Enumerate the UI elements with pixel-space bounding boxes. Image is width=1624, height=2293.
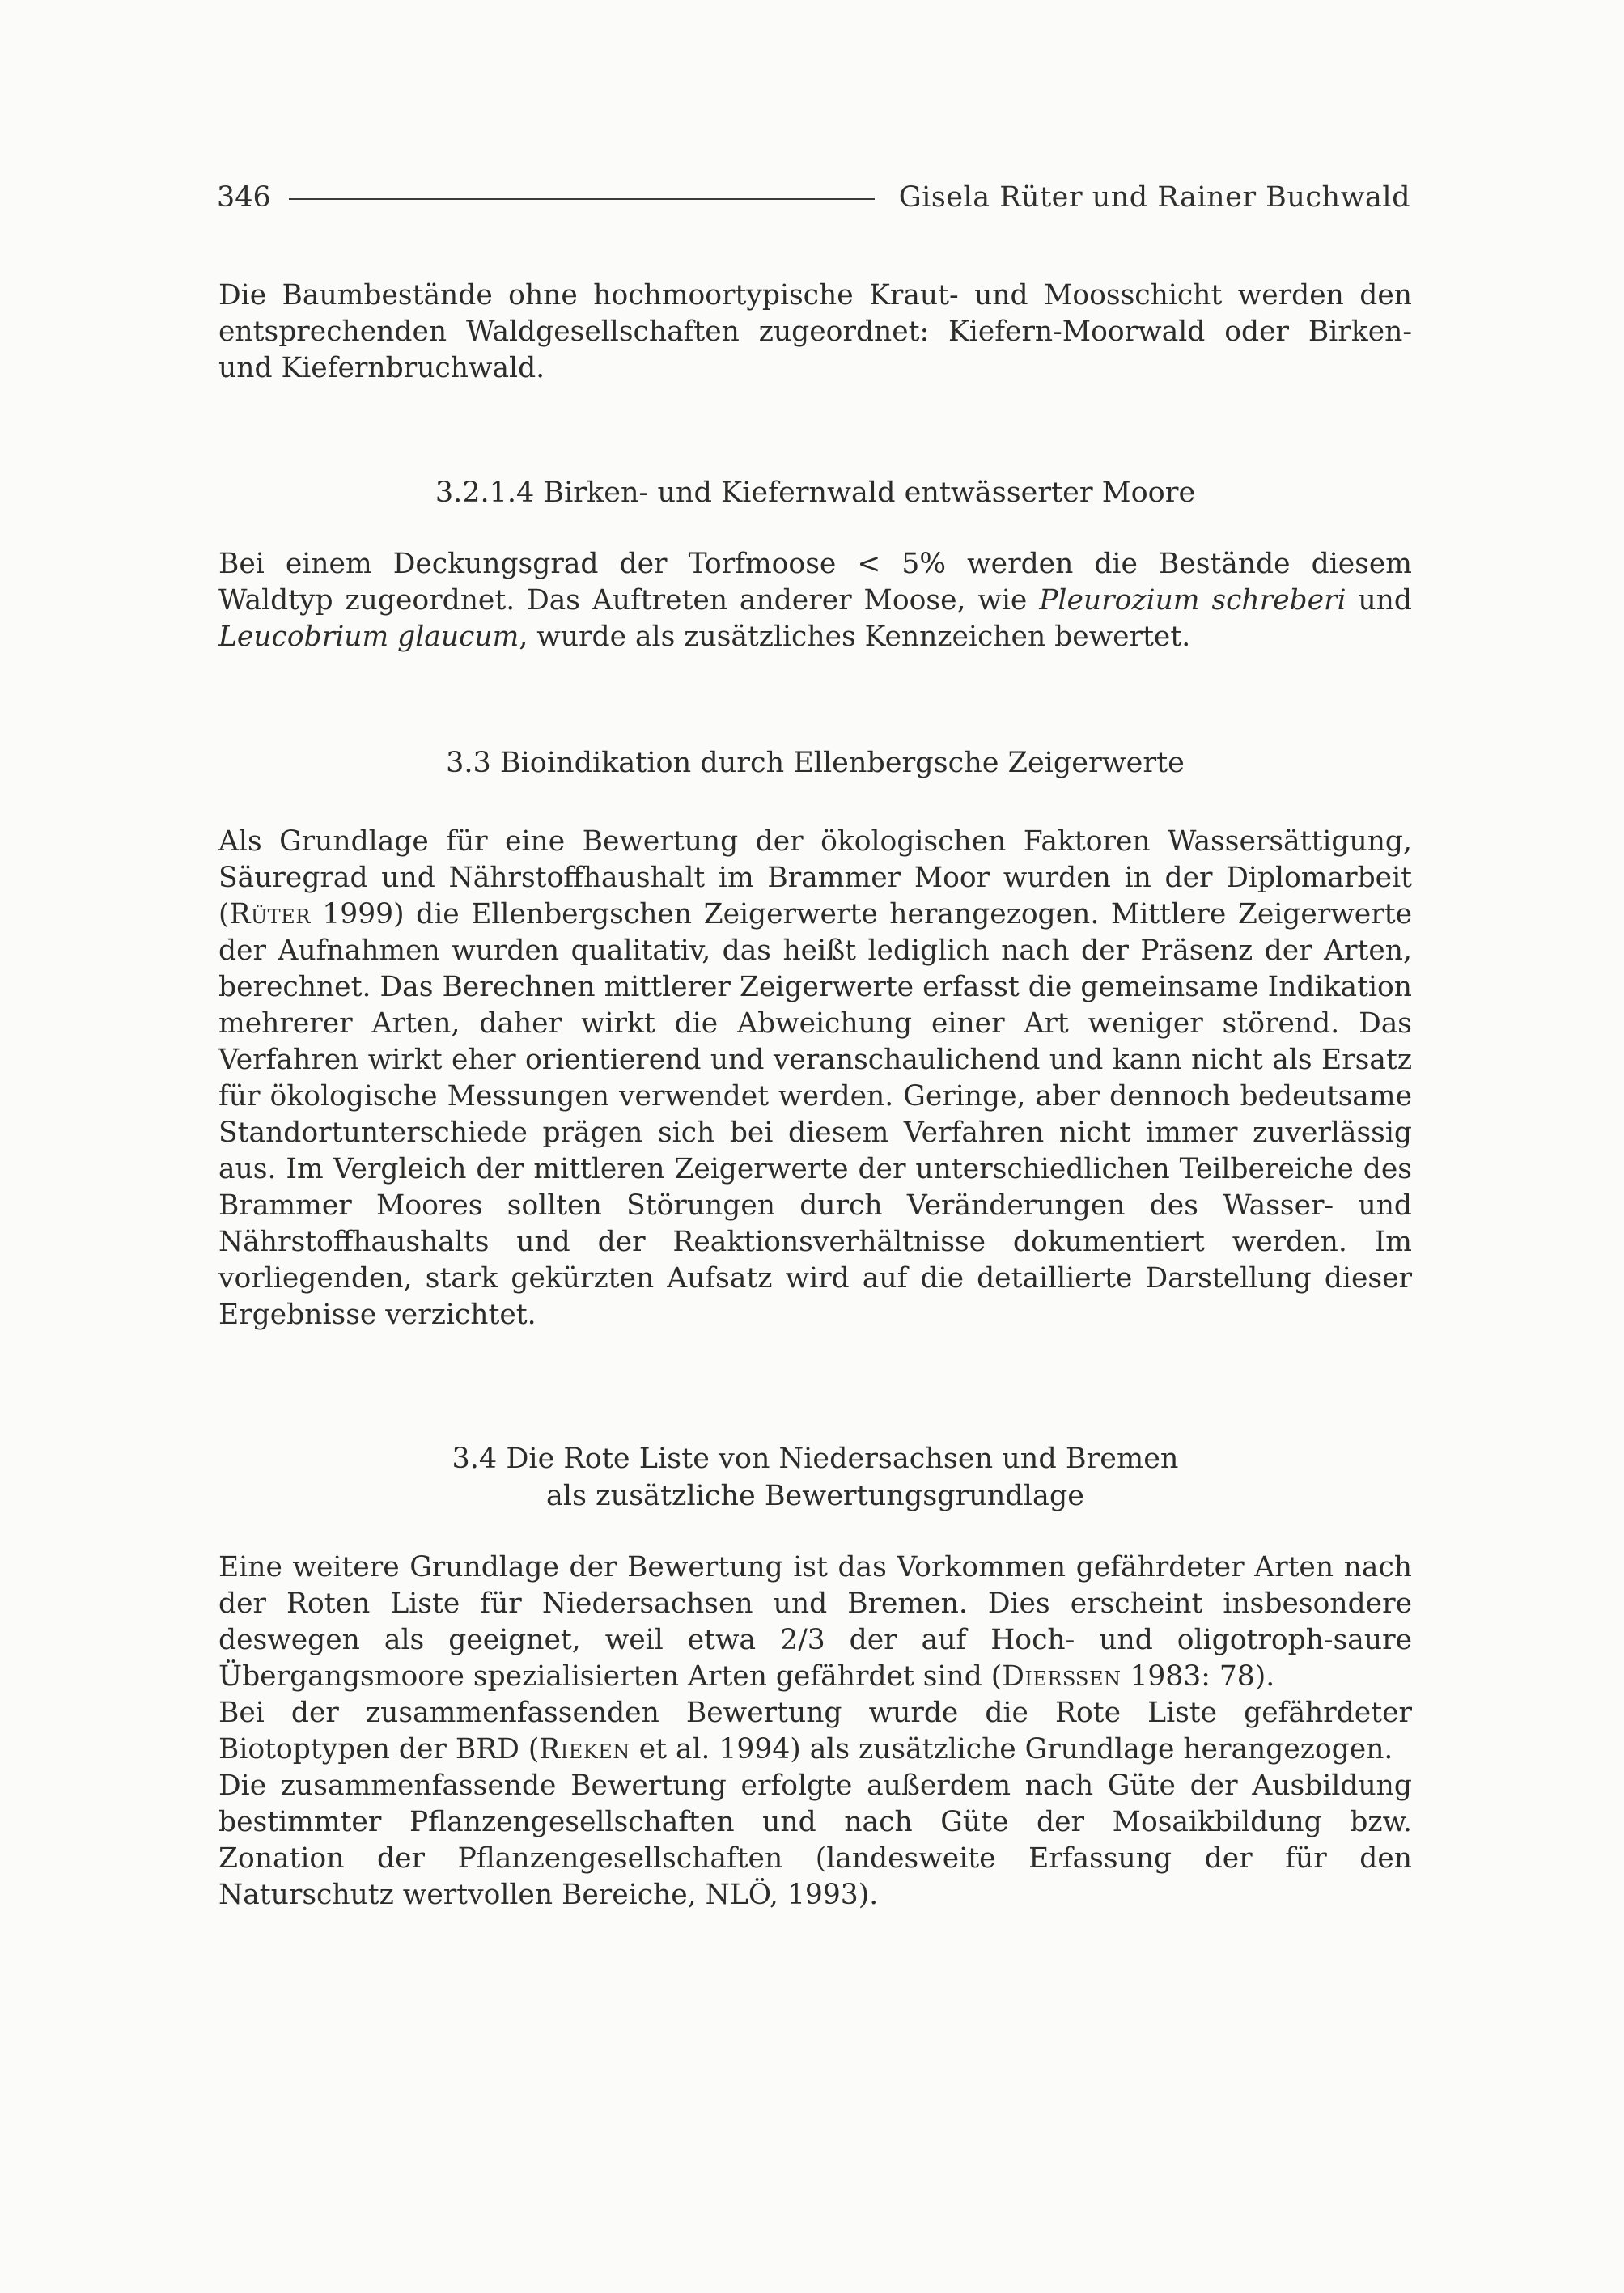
- section-3-4-paragraph-2: [218, 1695, 1412, 1768]
- section-3-4-paragraph-1: [218, 1549, 1412, 1695]
- section-3-2-1-4-text-2: und: [1346, 584, 1412, 617]
- intro-paragraph-block: [218, 278, 1412, 387]
- section-3-4-p1-text-2: 1983: 78).: [1121, 1660, 1275, 1693]
- species-name-leucobrium: Leucobrium glaucum: [218, 621, 519, 653]
- section-heading-3-4-line-1: 3.4 Die Rote Liste von Niedersachsen und Bremen: [452, 1443, 1179, 1475]
- section-3-4-p2-text-2: et al. 1994) als zusätzliche Grundlage herangezogen.: [630, 1733, 1393, 1765]
- section-3-3-body: [218, 824, 1412, 1333]
- section-3-4-body: [218, 1549, 1412, 1914]
- section-3-2-1-4-text-3: , wurde als zusätzliches Kennzeichen bewertet.: [519, 621, 1191, 653]
- header-rule: [289, 198, 875, 200]
- section-3-2-1-4-text-1: Bei einem Deckungsgrad der Torfmoose < 5% werden die Bestände diesem Waldtyp zugeordnet. Das Auftreten anderer Moose, wie: [218, 548, 1412, 617]
- running-head-authors: Gisela Rüter und Rainer Buchwald: [898, 181, 1410, 214]
- page-number: 346: [217, 181, 271, 214]
- intro-paragraph: Die Baumbestände ohne hochmoortypische Kraut- und Moosschicht werden den entsprechenden Waldgesellschaften zugeordnet: Kiefern-Moorwald oder Birken- und Kiefernbruchwald.: [218, 279, 1412, 384]
- section-heading-3-2-1-4: [218, 474, 1412, 511]
- section-3-3-text-1: Als Grundlage für eine Bewertung der ökologischen Faktoren Wassersättigung, Säuregrad und Nährstoffhaushalt im Brammer Moor wurden in der Diplomarbeit (: [218, 825, 1412, 930]
- section-3-4-p1-text-1: Eine weitere Grundlage der Bewertung ist das Vorkommen gefährdeter Arten nach der Roten Liste für Niedersachsen und Bremen. Dies erscheint insbesondere deswegen als geeignet, weil etwa 2/3 der auf Hoch- und oligotroph-saure Übergangsmoore spezialisierten Arten gefährdet sind (: [218, 1551, 1412, 1693]
- section-heading-3-4-line-2: als zusätzliche Bewertungsgrundlage: [546, 1480, 1084, 1512]
- running-head: [217, 173, 1410, 222]
- section-3-4-paragraph-3: Die zusammenfassende Bewertung erfolgte außerdem nach Güte der Ausbildung bestimmter Pflanzengesellschaften und nach Güte der Mosaikbildung bzw. Zonation der Pflanzengesellschaften (landesweite Erfassung der für den Naturschutz wertvollen Bereiche, NLÖ, 1993).: [218, 1770, 1412, 1911]
- section-heading-3-3: [218, 744, 1412, 782]
- citation-author-rueter: Rüter: [229, 898, 311, 930]
- section-3-4-p2-text-1: Bei der zusammenfassenden Bewertung wurde die Rote Liste gefährdeter Biotoptypen der BRD (: [218, 1697, 1412, 1765]
- section-heading-3-3-text: 3.3 Bioindikation durch Ellenbergsche Zeigerwerte: [446, 747, 1185, 779]
- section-3-2-1-4-paragraph: [218, 546, 1412, 655]
- citation-author-dierssen: Dierßen: [1002, 1660, 1122, 1693]
- section-3-2-1-4-body: [218, 546, 1412, 655]
- section-heading-3-4: [218, 1440, 1412, 1515]
- citation-author-rieken: Rieken: [539, 1733, 630, 1765]
- section-3-3-text-2: 1999) die Ellenbergschen Zeigerwerte herangezogen. Mittlere Zeigerwerte der Aufnahmen wurden qualitativ, das heißt lediglich nach der Präsenz der Arten, berechnet. Das Berechnen mittlerer Zeigerwerte erfasst die gemeinsame Indikation mehrerer Arten, daher wirkt die Abweichung einer Art weniger störend. Das Verfahren wirkt eher orientierend und veranschaulichend und kann nicht als Ersatz für ökologische Messungen verwendet werden. Geringe, aber dennoch bedeutsame Standortunterschiede prägen sich bei diesem Verfahren nicht immer zuverlässig aus. Im Vergleich der mittleren Zeigerwerte der unterschiedlichen Teilbereiche des Brammer Moores sollten Störungen durch Veränderungen des Wasser- und Nährstoffhaushalts und der Reaktionsverhältnisse dokumentiert werden. Im vorliegenden, stark gekürzten Aufsatz wird auf die detaillierte Darstellung dieser Ergebnisse verzichtet.: [218, 898, 1412, 1331]
- species-name-pleurozium: Pleurozium schreberi: [1039, 584, 1346, 617]
- section-3-3-paragraph: [218, 824, 1412, 1333]
- section-heading-3-2-1-4-text: 3.2.1.4 Birken- und Kiefernwald entwässerter Moore: [435, 477, 1196, 509]
